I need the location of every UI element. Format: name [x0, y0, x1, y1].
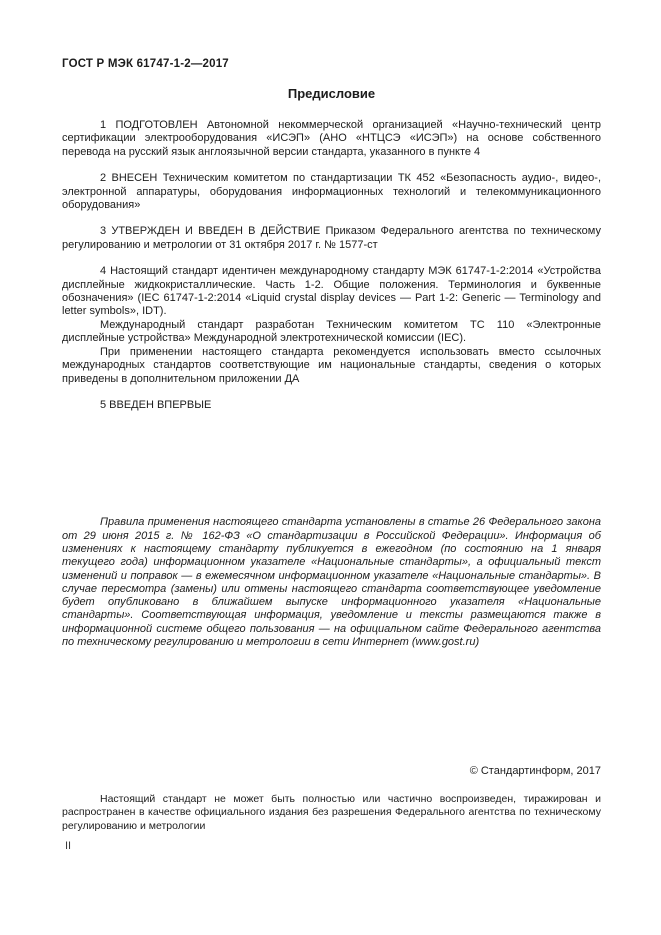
foreword-paragraph-developed-by: Международный стандарт разработан Техническим комитетом ТС 110 «Электронные дисплейные устройства» Международной электротехнической комиссии (IEC).	[62, 318, 601, 345]
foreword-paragraph-approved: 3 УТВЕРЖДЕН И ВВЕДЕН В ДЕЙСТВИЕ Приказом Федерального агентства по техническому регулированию и метрологии от 31 октября 2017 г. № 1577-ст	[62, 225, 601, 251]
foreword-paragraph-identical-standard: 4 Настоящий стандарт идентичен международному стандарту МЭК 61747-1-2:2014 «Устройства дисплейные жидкокристаллические. Часть 1-2. Общие положения. Терминология и буквенные обозначения» (IEC 61747-1-2:2014 «Liquid crystal display devices — Part 1-2: Generic — Terminology and letter symbols», IDT).	[62, 265, 601, 318]
legal-notice: Правила применения настоящего стандарта установлены в статье 26 Федерального закона от 29 июня 2015 г. № 162-ФЗ «О стандартизации в Российской Федерации». Информация об изменениях к настоящему стандарту публикуется в ежегодном (по состоянию на 1 января текущего года) информационном указателе «Национальные стандарты», а официальный текст изменений и поправок — в ежемесячном информационном указателе «Национальные стандарты». В случае пересмотра (замены) или отмены настоящего стандарта соответствующее уведомление будет опубликовано в ближайшем выпуске информационного указателя «Национальные стандарты». Соответствующая информация, уведомление и тексты размещаются также в информационной системе общего пользования — на официальном сайте Федерального агентства по техническому регулированию и метрологии в сети Интернет (www.gost.ru)	[62, 516, 601, 648]
page-title: Предисловие	[287, 86, 376, 101]
foreword-paragraph-prepared: 1 ПОДГОТОВЛЕН Автономной некоммерческой организацией «Научно-технический центр сертификации электрооборудования «ИСЭП» (АНО «НТЦСЭ «ИСЭП») на основе собственного перевода на русский язык англоязычной версии стандарта, указанного в пункте 4	[62, 119, 601, 158]
foreword-paragraph-first-edition: 5 ВВЕДЕН ВПЕРВЫЕ	[100, 398, 212, 411]
copyright-line: © Стандартинформ, 2017	[469, 765, 601, 778]
foreword-paragraph-recommendation: При применении настоящего стандарта рекомендуется использовать вместо ссылочных международных стандартов соответствующие им национальные стандарты, сведения о которых приведены в дополнительном приложении ДА	[62, 345, 601, 385]
foreword-paragraph-submitted: 2 ВНЕСЕН Техническим комитетом по стандартизации ТК 452 «Безопасность аудио-, видео-, электронной аппаратуры, оборудования информационных технологий и телекоммуникационного оборудования»	[62, 172, 601, 212]
doc-code: ГОСТ Р МЭК 61747-1-2—2017	[62, 58, 229, 70]
page-number: II	[65, 839, 72, 852]
reproduction-notice: Настоящий стандарт не может быть полностью или частично воспроизведен, тиражирован и распространен в качестве официального издания без разрешения Федерального агентства по техническому регулированию и метрологии	[62, 793, 601, 832]
